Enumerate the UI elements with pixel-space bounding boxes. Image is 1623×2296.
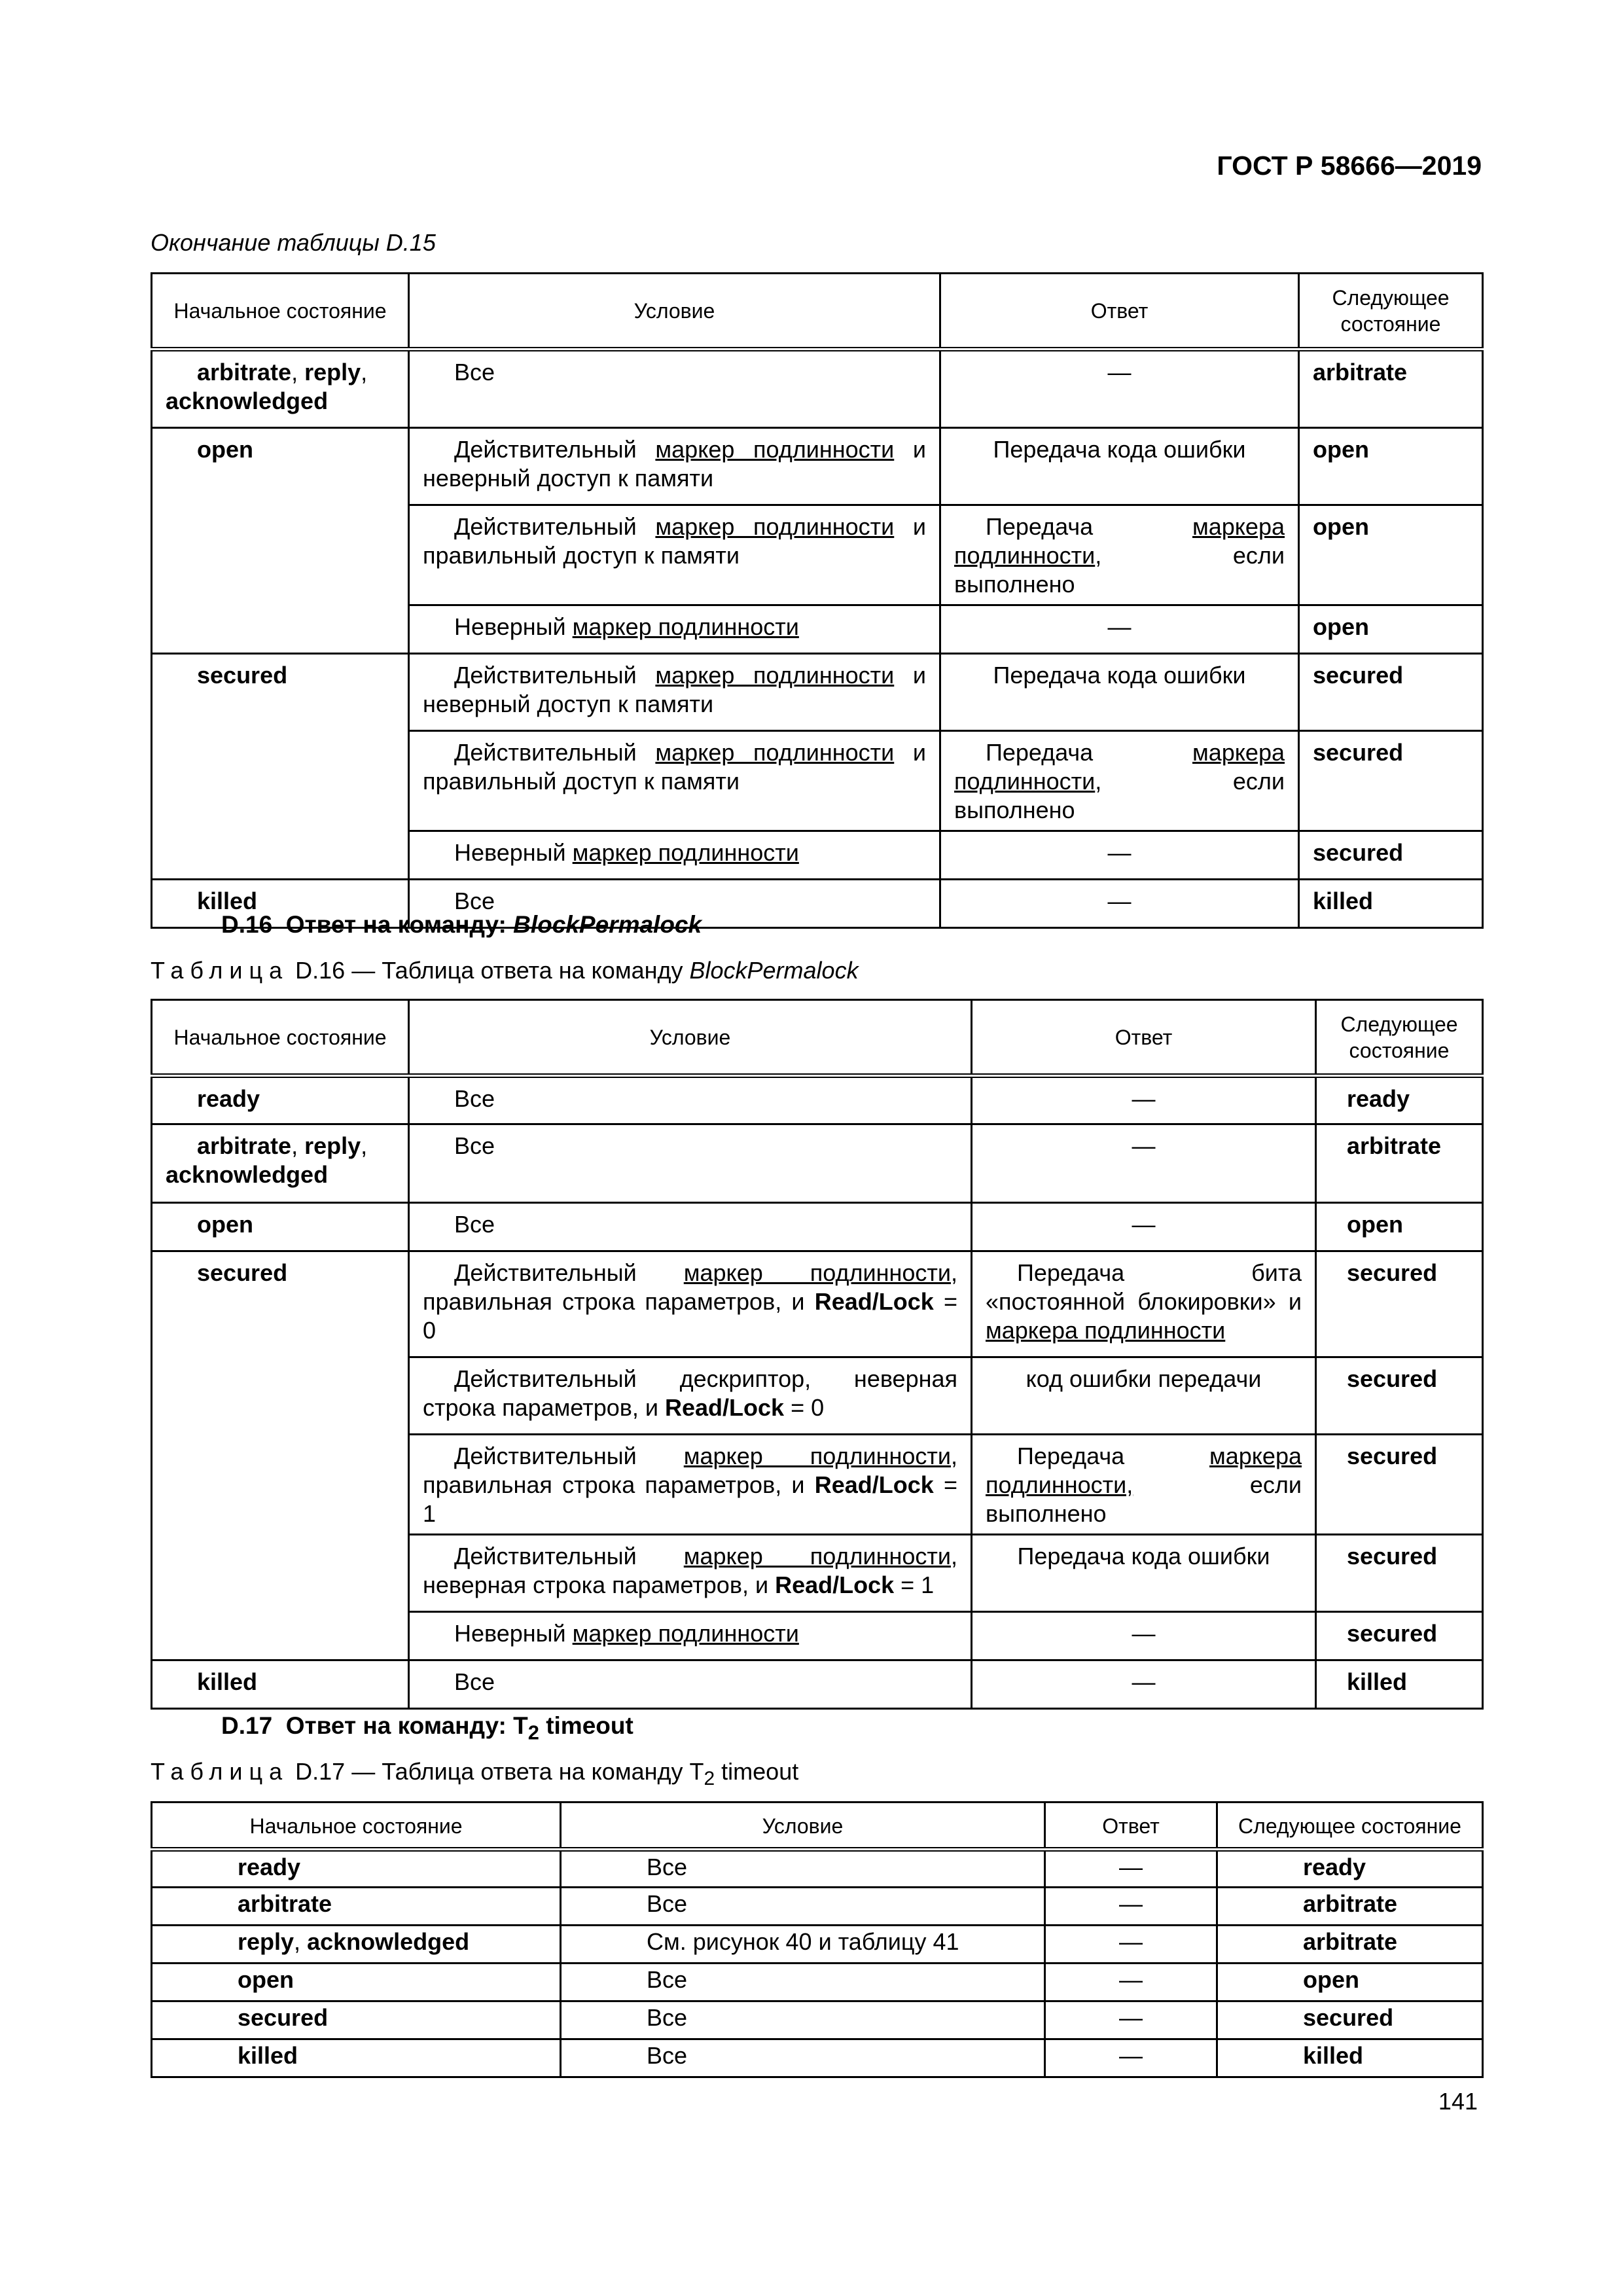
cell-next: secured xyxy=(1299,731,1483,831)
cell-initial: ready xyxy=(152,1850,561,1888)
cell-initial: reply, acknowledged xyxy=(152,1926,561,1964)
table-row xyxy=(152,1888,1483,1926)
cell-initial: open xyxy=(152,1964,561,2001)
cell-response: — xyxy=(940,880,1299,928)
cell-response: Передача кода ошибки xyxy=(972,1535,1316,1612)
cell-next: arbitrate xyxy=(1299,350,1483,428)
cell-next: arbitrate xyxy=(1316,1124,1483,1203)
cell-next: secured xyxy=(1316,1435,1483,1535)
section-d17-heading: D.17 Ответ на команду: $T_2$ timeout xyxy=(221,1712,633,1744)
cell-response: Передача бита «постоянной блокировки» и маркера подлинности xyxy=(972,1251,1316,1357)
table-header-row xyxy=(152,1000,1483,1076)
table-d16-caption: Таблица D.16 — Таблица ответа на команду BlockPermalock xyxy=(151,957,859,984)
cell-condition: Все xyxy=(561,1964,1045,2001)
cell-next: open xyxy=(1316,1203,1483,1251)
cell-next: killed xyxy=(1316,1660,1483,1709)
cell-next: secured xyxy=(1316,1535,1483,1612)
cell-condition: Все xyxy=(561,2039,1045,2077)
cell-next: ready xyxy=(1217,1850,1483,1888)
table-row xyxy=(152,1660,1483,1709)
cell-response: Передача маркера подлинности, если выполнено xyxy=(972,1435,1316,1535)
cell-response: — xyxy=(972,1660,1316,1709)
header-response: Ответ xyxy=(972,1000,1316,1076)
cell-response: Передача кода ошибки xyxy=(940,654,1299,731)
table-row xyxy=(152,1964,1483,2001)
cell-condition: Все xyxy=(409,880,940,928)
cell-response: — xyxy=(940,605,1299,654)
cell-condition: Действительный маркер подлинности, правильная строка параметров, и Read/Lock = 1 xyxy=(409,1435,972,1535)
table-header-row xyxy=(152,1803,1483,1850)
table-row xyxy=(152,2039,1483,2077)
cell-condition: Все xyxy=(561,1850,1045,1888)
cell-next: secured xyxy=(1299,654,1483,731)
cell-condition: Все xyxy=(561,1888,1045,1926)
cell-initial: open xyxy=(152,1203,409,1251)
cell-response: — xyxy=(1045,2001,1217,2039)
cell-next: secured xyxy=(1316,1357,1483,1435)
table-row xyxy=(152,654,1483,731)
header-initial-state: Начальное состояние xyxy=(152,1803,561,1850)
table-row xyxy=(152,1124,1483,1203)
cell-response: — xyxy=(972,1124,1316,1203)
cell-initial: killed xyxy=(152,2039,561,2077)
cell-response: — xyxy=(1045,1964,1217,2001)
cell-condition: Неверный маркер подлинности xyxy=(409,1612,972,1660)
cell-condition: Действительный дескриптор, неверная строка параметров, и Read/Lock = 0 xyxy=(409,1357,972,1435)
cell-initial: arbitrate, reply, acknowledged xyxy=(152,350,409,428)
cell-response: — xyxy=(972,1076,1316,1124)
cell-response: — xyxy=(940,831,1299,880)
cell-next: secured xyxy=(1217,2001,1483,2039)
table-header-row xyxy=(152,274,1483,350)
table-d15-end xyxy=(151,272,1484,929)
cell-response: Передача маркера подлинности, если выполнено xyxy=(940,731,1299,831)
cell-initial: secured xyxy=(152,654,409,880)
header-condition: Условие xyxy=(561,1803,1045,1850)
cell-next: ready xyxy=(1316,1076,1483,1124)
section-d16-heading: D.16 Ответ на команду: BlockPermalock xyxy=(221,911,702,938)
cell-next: secured xyxy=(1299,831,1483,880)
header-response: Ответ xyxy=(940,274,1299,350)
cell-condition: Действительный маркер подлинности и неверный доступ к памяти xyxy=(409,654,940,731)
cell-next: arbitrate xyxy=(1217,1888,1483,1926)
cell-condition: См. рисунок 40 и таблицу 41 xyxy=(561,1926,1045,1964)
cell-response: — xyxy=(940,350,1299,428)
cell-response: код ошибки передачи xyxy=(972,1357,1316,1435)
table-d16 xyxy=(151,999,1484,1710)
cell-condition: Действительный маркер подлинности и правильный доступ к памяти xyxy=(409,731,940,831)
table-row xyxy=(152,1850,1483,1888)
cell-next: open xyxy=(1299,428,1483,505)
cell-initial: secured xyxy=(152,2001,561,2039)
cell-response: — xyxy=(1045,2039,1217,2077)
cell-initial: arbitrate xyxy=(152,1888,561,1926)
table-continuation-caption: Окончание таблицы D.15 xyxy=(151,229,436,256)
table-d17-caption: Таблица D.17 — Таблица ответа на команду $T_2$ timeout xyxy=(151,1758,799,1790)
header-next-state: Следующее состояние xyxy=(1299,274,1483,350)
cell-condition: Все xyxy=(409,350,940,428)
cell-initial: ready xyxy=(152,1076,409,1124)
cell-condition: Неверный маркер подлинности xyxy=(409,605,940,654)
cell-next: open xyxy=(1299,505,1483,605)
cell-next: arbitrate xyxy=(1217,1926,1483,1964)
table-row xyxy=(152,2001,1483,2039)
cell-condition: Неверный маркер подлинности xyxy=(409,831,940,880)
cell-condition: Все xyxy=(409,1076,972,1124)
cell-response: Передача маркера подлинности, если выполнено xyxy=(940,505,1299,605)
cell-initial: killed xyxy=(152,1660,409,1709)
header-condition: Условие xyxy=(409,1000,972,1076)
cell-initial: open xyxy=(152,428,409,654)
cell-response: Передача кода ошибки xyxy=(940,428,1299,505)
cell-next: open xyxy=(1217,1964,1483,2001)
table-row xyxy=(152,428,1483,505)
header-response: Ответ xyxy=(1045,1803,1217,1850)
cell-response: — xyxy=(1045,1888,1217,1926)
cell-initial: secured xyxy=(152,1251,409,1660)
table-row xyxy=(152,1926,1483,1964)
header-next-state: Следующее состояние xyxy=(1217,1803,1483,1850)
cell-next: killed xyxy=(1299,880,1483,928)
cell-next: secured xyxy=(1316,1612,1483,1660)
header-condition: Условие xyxy=(409,274,940,350)
cell-initial: killed xyxy=(152,880,409,928)
cell-condition: Действительный маркер подлинности, правильная строка параметров, и Read/Lock = 0 xyxy=(409,1251,972,1357)
table-row xyxy=(152,1203,1483,1251)
cell-condition: Все xyxy=(561,2001,1045,2039)
cell-response: — xyxy=(1045,1850,1217,1888)
cell-next: secured xyxy=(1316,1251,1483,1357)
cell-next: killed xyxy=(1217,2039,1483,2077)
cell-condition: Действительный маркер подлинности и неверный доступ к памяти xyxy=(409,428,940,505)
header-initial-state: Начальное состояние xyxy=(152,1000,409,1076)
cell-next: open xyxy=(1299,605,1483,654)
cell-initial: arbitrate, reply, acknowledged xyxy=(152,1124,409,1203)
page-number: 141 xyxy=(1438,2088,1478,2115)
cell-response: — xyxy=(972,1612,1316,1660)
cell-condition: Все xyxy=(409,1660,972,1709)
cell-condition: Все xyxy=(409,1124,972,1203)
cell-condition: Все xyxy=(409,1203,972,1251)
table-row xyxy=(152,1251,1483,1357)
header-next-state: Следующее состояние xyxy=(1316,1000,1483,1076)
cell-condition: Действительный маркер подлинности, неверная строка параметров, и Read/Lock = 1 xyxy=(409,1535,972,1612)
cell-response: — xyxy=(1045,1926,1217,1964)
document-standard-number: ГОСТ Р 58666—2019 xyxy=(1217,151,1482,181)
table-row xyxy=(152,350,1483,428)
table-d17 xyxy=(151,1801,1484,2078)
cell-condition: Действительный маркер подлинности и правильный доступ к памяти xyxy=(409,505,940,605)
cell-response: — xyxy=(972,1203,1316,1251)
header-initial-state: Начальное состояние xyxy=(152,274,409,350)
table-row xyxy=(152,1076,1483,1124)
